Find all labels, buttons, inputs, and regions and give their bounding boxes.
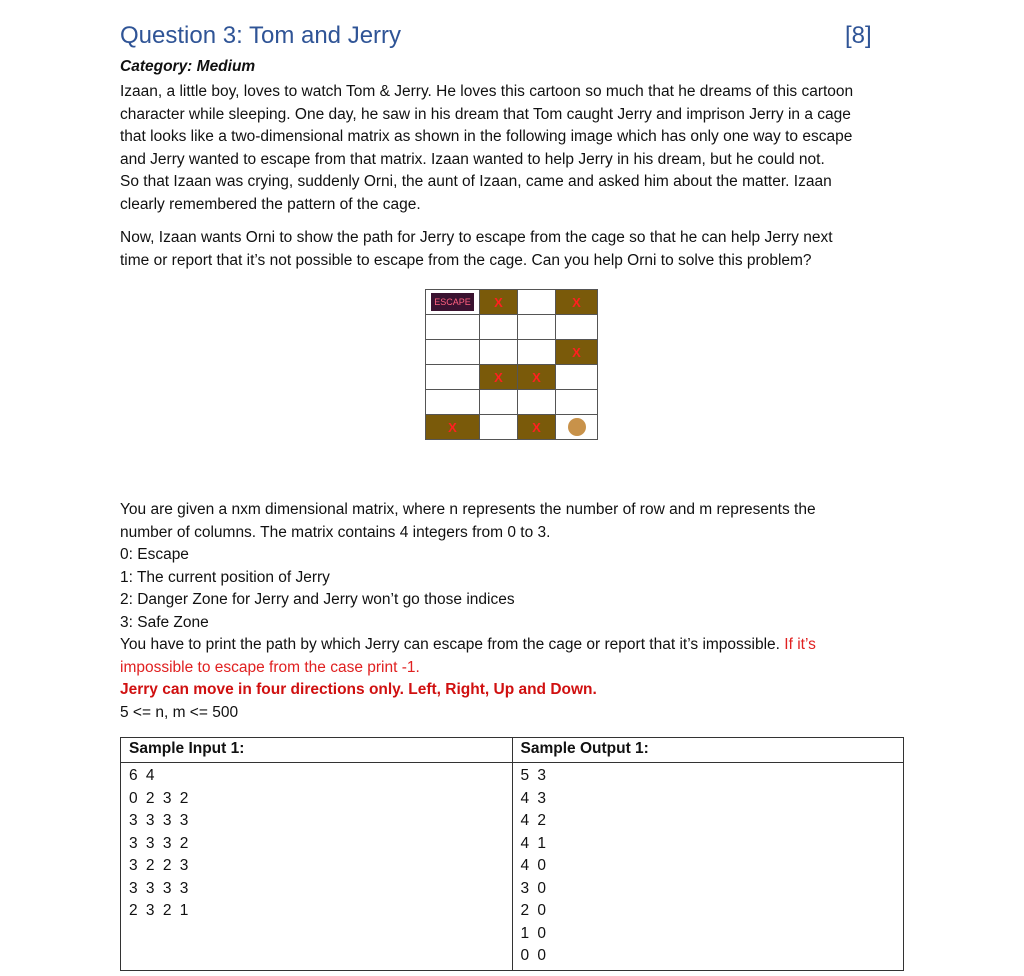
grid-row bbox=[426, 315, 598, 340]
desc-line: number of columns. The matrix contains 4 integers from 0 to 3. bbox=[120, 523, 551, 541]
intro-paragraph bbox=[120, 81, 904, 216]
input-line: 3 2 2 3 bbox=[129, 857, 191, 874]
output-line: 4 1 bbox=[520, 834, 549, 852]
sample-output-header: Sample Output 1: bbox=[512, 738, 904, 763]
intro-line: So that Izaan was crying, suddenly Orni, the aunt of Izaan, came and asked him about the matter. Izaan bbox=[120, 173, 832, 190]
input-line: 3 3 3 3 bbox=[129, 879, 191, 897]
cell-safe bbox=[518, 290, 556, 315]
grid-row bbox=[426, 390, 598, 415]
grid-row bbox=[426, 365, 598, 390]
cell-safe bbox=[518, 390, 556, 415]
cell-danger: X bbox=[556, 340, 598, 365]
grid-row bbox=[426, 340, 598, 365]
category-label: Category: Medium bbox=[120, 58, 256, 75]
output-line: 4 2 bbox=[520, 812, 549, 829]
output-line: 4 0 bbox=[520, 857, 549, 874]
cell-safe bbox=[556, 390, 598, 415]
cell-safe bbox=[556, 315, 598, 340]
constraint: 5 <= n, m <= 500 bbox=[120, 703, 239, 721]
cell-safe bbox=[426, 315, 480, 340]
cell-danger: X bbox=[480, 290, 518, 315]
intro-line: and Jerry wanted to escape from that matrix. Izaan wanted to help Jerry in his dream, but he could not. bbox=[120, 150, 825, 168]
output-instruction: You have to print the path by which Jerry can escape from the cage or report that it’s impossible. bbox=[120, 636, 785, 653]
value-danger: 2: Danger Zone for Jerry and Jerry won’t go those indices bbox=[120, 591, 515, 608]
task-line: Now, Izaan wants Orni to show the path for Jerry to escape from the cage so that he can help Jerry next bbox=[120, 229, 833, 246]
cell-safe bbox=[480, 315, 518, 340]
input-line: 3 3 3 2 bbox=[129, 834, 191, 852]
question-title: Question 3: Tom and Jerry bbox=[120, 22, 402, 49]
cell-escape bbox=[426, 290, 480, 315]
output-line: 1 0 bbox=[520, 924, 549, 942]
cell-safe bbox=[556, 365, 598, 390]
input-line: 3 3 3 3 bbox=[129, 812, 191, 829]
cell-safe bbox=[480, 390, 518, 415]
input-line: 0 2 3 2 bbox=[129, 789, 191, 807]
cell-danger: X bbox=[426, 415, 480, 440]
desc-line bbox=[120, 634, 904, 657]
jerry-icon bbox=[568, 418, 586, 436]
escape-sign: ESCAPE bbox=[431, 293, 474, 311]
value-jerry: 1: The current position of Jerry bbox=[120, 568, 330, 586]
output-line: 3 0 bbox=[520, 879, 549, 897]
moves-note: Jerry can move in four directions only. Left, Right, Up and Down. bbox=[120, 681, 597, 698]
grid-row bbox=[426, 415, 598, 440]
cell-danger: X bbox=[518, 415, 556, 440]
cell-safe bbox=[426, 340, 480, 365]
impossible-note-cont: impossible to escape from the case print -1. bbox=[120, 658, 420, 676]
cell-danger: X bbox=[480, 365, 518, 390]
cell-danger: X bbox=[556, 290, 598, 315]
intro-line: Izaan, a little boy, loves to watch Tom & Jerry. He loves this cartoon so much that he dreams of this cartoon bbox=[120, 83, 854, 100]
output-line: 5 3 bbox=[520, 767, 549, 784]
impossible-note: If it’s bbox=[784, 636, 816, 653]
output-line: 2 0 bbox=[520, 902, 549, 919]
cell-safe bbox=[426, 365, 480, 390]
intro-line: that looks like a two-dimensional matrix as shown in the following image which has only one way to escape bbox=[120, 128, 853, 145]
desc-line: You are given a nxm dimensional matrix, where n represents the number of row and m represents the bbox=[120, 501, 816, 518]
cell-safe bbox=[426, 390, 480, 415]
intro-line: clearly remembered the pattern of the cage. bbox=[120, 195, 421, 213]
description-paragraph bbox=[120, 499, 904, 724]
intro-line: character while sleeping. One day, he saw in his dream that Tom caught Jerry and imprison Jerry in a cage bbox=[120, 105, 851, 123]
cell-danger: X bbox=[518, 365, 556, 390]
sample-input-header: Sample Input 1: bbox=[121, 738, 513, 763]
value-escape: 0: Escape bbox=[120, 546, 189, 563]
cell-safe bbox=[480, 340, 518, 365]
sample-output bbox=[512, 763, 904, 971]
input-line: 6 4 bbox=[129, 767, 157, 784]
cell-jerry bbox=[556, 415, 598, 440]
question-marks: [8] bbox=[845, 22, 872, 49]
task-line: time or report that it’s not possible to escape from the cage. Can you help Orni to solve this problem? bbox=[120, 251, 812, 269]
cell-safe bbox=[518, 340, 556, 365]
sample-table bbox=[120, 737, 904, 971]
grid-row bbox=[426, 290, 598, 315]
cell-safe bbox=[518, 315, 556, 340]
value-safe: 3: Safe Zone bbox=[120, 613, 209, 631]
cell-safe bbox=[480, 415, 518, 440]
cage-figure bbox=[425, 289, 598, 440]
output-line: 4 3 bbox=[520, 789, 549, 807]
input-line: 2 3 2 1 bbox=[129, 902, 191, 919]
sample-input bbox=[121, 763, 513, 971]
task-paragraph bbox=[120, 227, 904, 272]
output-line: 0 0 bbox=[520, 947, 549, 964]
